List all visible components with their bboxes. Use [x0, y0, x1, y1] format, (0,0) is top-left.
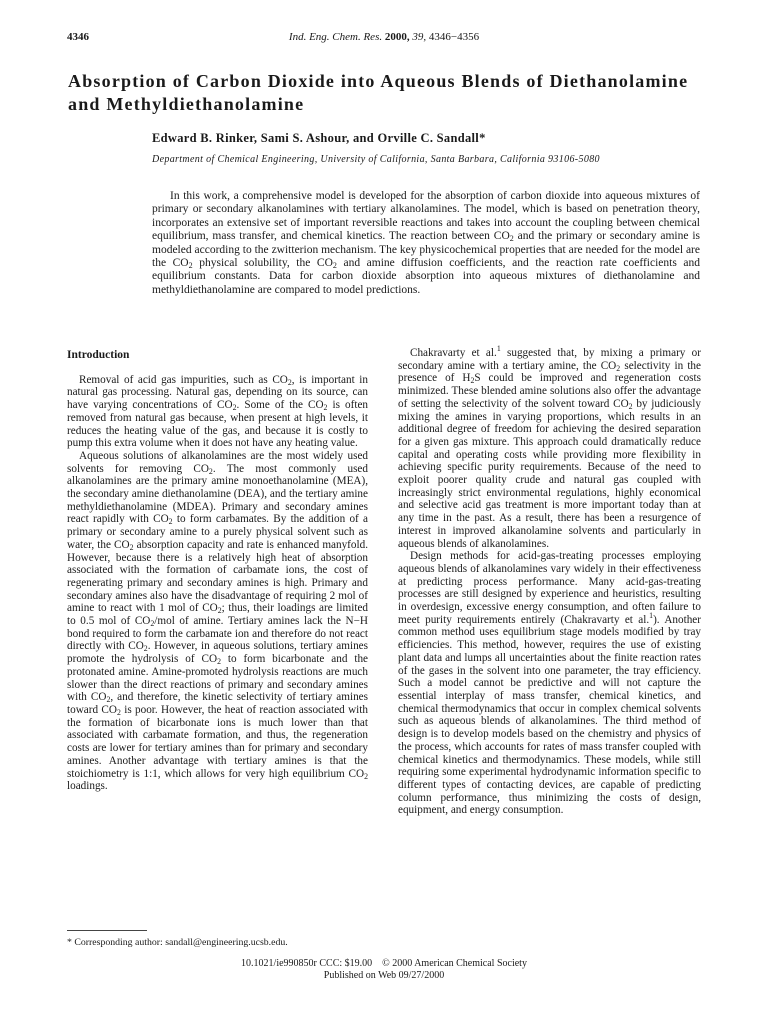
journal-pages: 4346−4356 [428, 31, 480, 43]
author-list: Edward B. Rinker, Sami S. Ashour, and Orville C. Sandall* [152, 131, 486, 145]
journal-year: 2000, [384, 31, 410, 43]
page-number: 4346 [67, 31, 89, 43]
abstract: In this work, a comprehensive model is developed for the absorption of carbon dioxide into aqueous mixtures of primary or secondary alkanolamines with tertiary alkanolamines. The model, which is based on penetration theory, incorporates an extensive set of important reversible reactions and takes into account the coupling between chemical equilibrium, mass transfer, and chemical kinetics. The reaction between $CO_2$ and the primary or secondary amine is modeled according to the zwitterion mechanism. The key physicochemical properties that are needed for the model are the $CO_2$ physical solubility, the $CO_2$ and amine diffusion coefficients, and the reaction rate coefficients and equilibrium constants. Data for carbon dioxide absorption into aqueous mixtures of diethanolamine and methyldiethanolamine are compared to model predictions. [152, 190, 700, 296]
paragraph: Chakravarty et al.$^1$ suggested that, by mixing a primary or secondary amine with a tertiary amine, the $CO_2$ selectivity in the presence of $H_2S$ could be improved and regeneration costs minimized. These blended amine solutions also offer the advantage of setting the selectivity of the solvent toward $CO_2$ by judiciously mixing the amines in varying proportions, which results in an additional degree of freedom for achieving the desired separation for a given gas mixture. This approach could dramatically reduce capital and operating costs while providing more flexibility in achieving specific purity requirements. Because of the need to exploit poorer quality crude and natural gas coupled with increasingly strict environmental regulations, highly economical and selective acid gas treatment is more important today than at any time in the past. As a result, there has been a resurgence of interest in improved alkanolamine solvents and particularly in aqueous blends of alkanolamines. [398, 344, 702, 550]
publication-date: Published on Web 09/27/2000 [323, 970, 445, 981]
left-column [67, 347, 368, 793]
right-column [398, 344, 702, 817]
affiliation: Department of Chemical Engineering, University of California, Santa Barbara, California 93106-5080 [152, 154, 600, 165]
running-header [67, 31, 701, 47]
journal-citation [67, 31, 701, 43]
section-heading-introduction: Introduction [67, 349, 130, 361]
page-footer [0, 958, 768, 982]
paragraph: Removal of acid gas impurities, such as $CO_2$, is important in natural gas processing. Natural gas, depending on its source, can have varying concentrations of $CO_2$. Some of the $CO_2$ is often removed from natural gas because, when present at high levels, it reduces the heating value of the gas, and because it is costly to pump this extra volume when it does not have any heating value. [67, 373, 369, 450]
journal-name: Ind. Eng. Chem. Res. [288, 31, 383, 43]
article-title: Absorption of Carbon Dioxide into Aqueous Blends of Diethanolamine and Methyldiethanolamine [68, 71, 689, 114]
doi-copyright-line: 10.1021/ie990850r CCC: $19.00 © 2000 American Chemical Society [241, 958, 527, 969]
journal-volume: 39, [412, 31, 427, 43]
corresponding-author-footnote: * Corresponding author: sandall@engineering.ucsb.edu. [67, 937, 288, 948]
paragraph: Aqueous solutions of alkanolamines are the most widely used solvents for removing $CO_2$. The most commonly used alkanolamines are the primary amine monoethanolamine (MEA), the secondary amine diethanolamine (DEA), and the tertiary amine methyldiethanolamine (MDEA). Primary and secondary amines react rapidly with $CO_2$ to form carbamates. By the addition of a primary or secondary amine to a purely physical solvent such as water, the $CO_2$ absorption capacity and rate is enhanced manyfold. However, because there is a relatively high heat of absorption associated with the formation of carbamate ions, the cost of regenerating primary and secondary amines is high. Primary and secondary amines also have the disadvantage of requiring 2 mol of amine to react with 1 mol of $CO_2$; thus, their loadings are limited to 0.5 mol of $CO_2$/mol of amine. Tertiary amines lack the N−H bond required to form the carbamate ion and therefore do not react directly with $CO_2$. However, in aqueous solutions, tertiary amines promote the hydrolysis of $CO_2$ to form bicarbonate and the protonated amine. Amine-promoted hydrolysis reactions are much slower than the direct reactions of primary and secondary amines with $CO_2$, and therefore, the kinetic selectivity of tertiary amines toward $CO_2$ is poor. However, the heat of reaction associated with the formation of bicarbonate ions is much lower than that associated with carbamate formation, and thus, the regeneration costs are lower for tertiary amines than for primary and secondary amines. Another advantage with tertiary amines is that the stoichiometry is 1:1, which allows for very high equilibrium $CO_2$ loadings. [67, 449, 369, 793]
footnote-divider [67, 930, 147, 931]
paragraph: Design methods for acid-gas-treating processes employing aqueous blends of alkanolamines vary widely in their effectiveness at predicting process performance. Many acid-gas-treating processes are still designed by experience and heuristics, resulting in overdesign, excessive energy consumption, and often failure to meet purity requirements entirely (Chakravarty et al.$^1$). Another common method uses equilibrium stage models modified by tray efficiencies. This method, however, requires the use of existing plant data and lumps all uncertainties about the finite reaction rates of the gases in the solvent into one parameter, the tray efficiency. Such a model cannot be predictive and will not capture the essential interplay of mass transfer, chemical kinetics, and chemical thermodynamics that occur in complex chemical solvents such as aqueous blends of alkanolamines. The third method of design is to develop models based on the chemistry and physics of the process, which accounts for rates of mass transfer coupled with chemical kinetics and thermodynamics. These models, while still requiring some experimental hydrodynamic information specific to different types of contacting devices, are capable of predicting column performance, thus minimizing the costs of design, equipment, and energy consumption. [398, 550, 701, 817]
